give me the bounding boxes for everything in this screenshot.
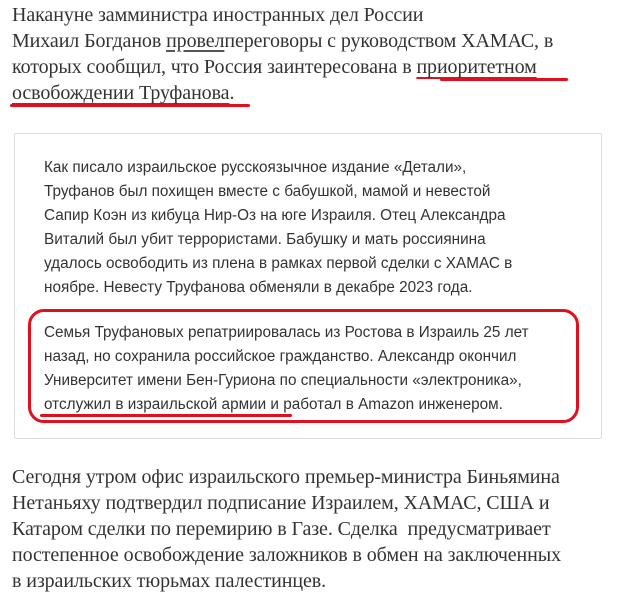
- text-segment: и работал в Amazon инженером.: [266, 396, 503, 413]
- paragraph-line: Катаром сделки по перемирию в Газе. Сделка предусматривает: [12, 518, 551, 540]
- quote-line: Труфанов был похищен вместе с бабушкой, мамой и невестой: [44, 183, 491, 200]
- red-highlight-stroke: [10, 104, 250, 107]
- paragraph-line: [12, 54, 612, 80]
- quote-line: Семья Труфановых репатриировалась из Ростова в Израиль 25 лет: [44, 324, 529, 341]
- quote-line: назад, но сохранила российское гражданство. Александр окончил: [44, 348, 517, 365]
- quote-line: Университет имени Бен-Гуриона по специальности «электроника»,: [44, 372, 522, 389]
- text-segment: .: [229, 82, 235, 104]
- quote-line: удалось освободить из плена в рамках первой сделки с ХАМАС в: [44, 255, 513, 272]
- priority-release-link[interactable]: приоритетном: [416, 56, 537, 78]
- paragraph-line: Нетаньяху подтвердил подписание Израилем, ХАМАС, США и: [12, 492, 550, 514]
- article-paragraph-bottom: [12, 464, 612, 594]
- text-segment: которых сообщил, что Россия заинтересована в: [12, 56, 417, 78]
- provel-link[interactable]: провел: [166, 30, 225, 52]
- article-paragraph-top: [12, 2, 612, 106]
- paragraph-line: постепенное освобождение заложников в обмен на заключенных: [12, 544, 561, 566]
- text-segment: Михаил Богданов: [12, 30, 167, 52]
- quote-paragraph-1: [44, 156, 564, 300]
- quote-paragraph-2: [44, 321, 564, 417]
- quote-line: Сапир Коэн из кибуца Нир-Оз на юге Израиля. Отец Александра: [44, 207, 506, 224]
- paragraph-line: Сегодня утром офис израильского премьер-министра Биньямина: [12, 466, 560, 488]
- red-highlight-stroke: [40, 414, 292, 417]
- quote-line: Виталий был убит террористами. Бабушку и мать россиянина: [44, 231, 486, 248]
- quote-line: ноябре. Невесту Труфанова обменяли в декабре 2023 года.: [44, 279, 473, 296]
- red-highlight-stroke: [440, 78, 568, 81]
- quote-line: Как писало израильское русскоязычное издание «Детали»,: [44, 159, 467, 176]
- paragraph-line: [12, 80, 612, 106]
- paragraph-line: в израильских тюрьмах палестинцев.: [12, 570, 326, 592]
- paragraph-line: Накануне замминистра иностранных дел России: [12, 4, 424, 26]
- priority-release-link-continued[interactable]: освобождении Труфанова: [12, 82, 230, 104]
- army-service-highlight: отслужил в израильской армии: [44, 396, 267, 413]
- paragraph-line: [12, 28, 612, 54]
- text-segment: переговоры с руководством ХАМАС, в: [224, 30, 554, 52]
